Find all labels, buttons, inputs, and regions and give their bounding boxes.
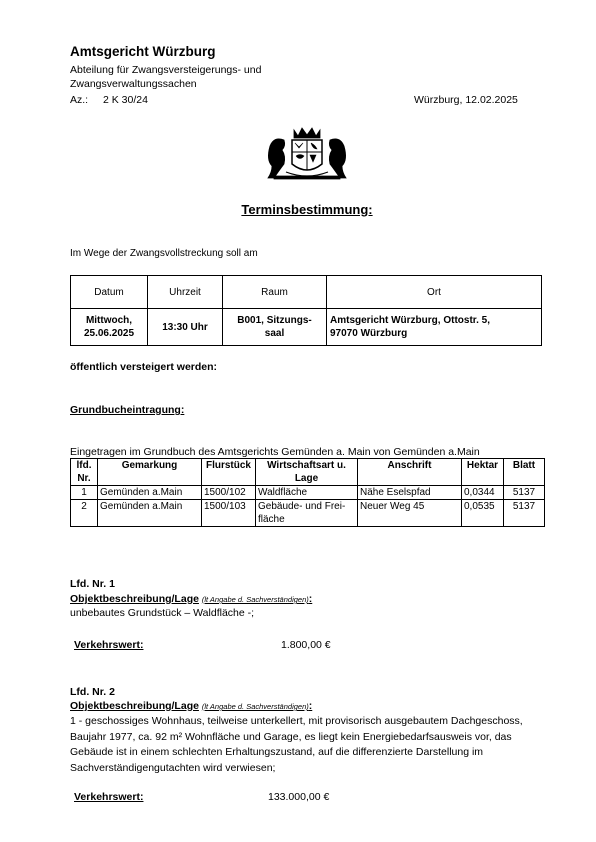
row-gemarkung: Gemünden a.Main [98,500,202,527]
header-lfd-nr [71,459,98,486]
header-blatt: Blatt [504,459,545,486]
header-lfd-line2: Nr. [77,473,91,484]
document-title: Terminsbestimmung: [241,202,373,217]
header-lfd-line1: lfd. [76,460,92,471]
auction-statement: öffentlich versteigert werden: [70,361,218,373]
termin-date-line1: Mittwoch, [85,315,133,326]
termin-header-row [71,276,542,309]
row-flurstueck: 1500/103 [202,500,256,527]
row-anschrift: Nähe Eselspfad [358,486,462,500]
place-date: Würzburg, 12.02.2025 [414,94,518,106]
termin-date [71,309,148,346]
az-label: Az.: [70,94,89,106]
termin-table [70,275,542,346]
objekt2-label: Objektbeschreibung/Lage [70,700,199,712]
objekt2-label-line [70,700,312,712]
department-name: Abteilung für Zwangsversteigerungs- und Zwangsverwaltungssachen [70,64,262,90]
row-nr: 1 [71,486,98,500]
objekt1-verkehrswert-value: 1.800,00 € [281,639,331,651]
row-anschrift: Neuer Weg 45 [358,500,462,527]
objekt1-label-line [70,593,312,605]
row-hektar: 0,0344 [462,486,504,500]
objekt1-verkehrswert-label: Verkehrswert: [74,639,144,651]
row-gemarkung: Gemünden a.Main [98,486,202,500]
termin-room [223,309,327,346]
termin-place-line2: 97070 Würzburg [330,328,408,339]
table-row [71,486,545,500]
objekt1-label: Objektbeschreibung/Lage [70,593,199,605]
header-ort: Ort [327,276,542,309]
header-wirt-line2: Lage [294,473,319,484]
grundbuch-intro: Eingetragen im Grundbuch des Amtsgerichts Gemünden a. Main von Gemünden a.Main [70,446,480,458]
termin-time: 13:30 Uhr [148,309,223,346]
az-value: 2 K 30/24 [103,94,148,106]
termin-place-line1: Amtsgericht Würzburg, Ottostr. 5, [330,315,491,326]
header-wirt-line1: Wirtschaftsart u. [267,460,346,471]
grundbuch-heading: Grundbucheintragung: [70,404,185,416]
row-blatt: 5137 [504,500,545,527]
header-hektar: Hektar [462,459,504,486]
court-name: Amtsgericht Würzburg [70,44,216,59]
grundbuch-table [70,458,545,527]
objekt2-note: (lt Angabe d. Sachverständigen) [201,702,309,711]
objekt2-verkehrswert-label: Verkehrswert: [74,791,144,803]
objekt2-colon: : [308,700,313,712]
row-wirt-line1: Gebäude- und Frei- [258,501,346,512]
objekt1-description: unbebautes Grundstück – Waldfläche -; [70,607,255,619]
termin-room-line2: saal [264,328,285,339]
termin-value-row [71,309,542,346]
termin-date-line2: 25.06.2025 [83,328,135,339]
row-blatt: 5137 [504,486,545,500]
row-nr: 2 [71,500,98,527]
header-datum: Datum [71,276,148,309]
lfd-nr-1-heading: Lfd. Nr. 1 [70,578,115,590]
row-wirtschaftsart [256,500,358,527]
header-anschrift: Anschrift [358,459,462,486]
row-wirtschaftsart: Waldfläche [256,486,358,500]
header-wirtschaftsart [256,459,358,486]
lfd-nr-2-heading: Lfd. Nr. 2 [70,686,115,698]
header-gemarkung: Gemarkung [98,459,202,486]
table-row [71,500,545,527]
row-hektar: 0,0535 [462,500,504,527]
row-flurstueck: 1500/102 [202,486,256,500]
grundbuch-header-row [71,459,545,486]
objekt1-note: (lt Angabe d. Sachverständigen) [201,595,309,604]
header-raum: Raum [223,276,327,309]
header-uhrzeit: Uhrzeit [148,276,223,309]
row-wirt-line2: fläche [258,514,285,525]
objekt2-description: 1 - geschossiges Wohnhaus, teilweise unterkellert, mit provisorisch ausgebautem Dachgeschoss, Baujahr 1977, ca. 92 m² Wohnfläche und Garage, es liegt kein Energiebedarfsausweis vor, das Gebäude ist in einem schlechten Erhaltungszustand, auf die differenzierte Darstellung im Sachverständigengutachten wird verwiesen; [70,715,523,774]
objekt2-verkehrswert-value: 133.000,00 € [268,791,330,803]
coat-of-arms-icon [262,126,352,184]
intro-text: Im Wege der Zwangsvollstreckung soll am [70,248,258,259]
termin-place [327,309,542,346]
termin-room-line1: B001, Sitzungs- [237,315,312,326]
header-flurstueck: Flurstück [202,459,256,486]
objekt1-colon: : [308,593,313,605]
